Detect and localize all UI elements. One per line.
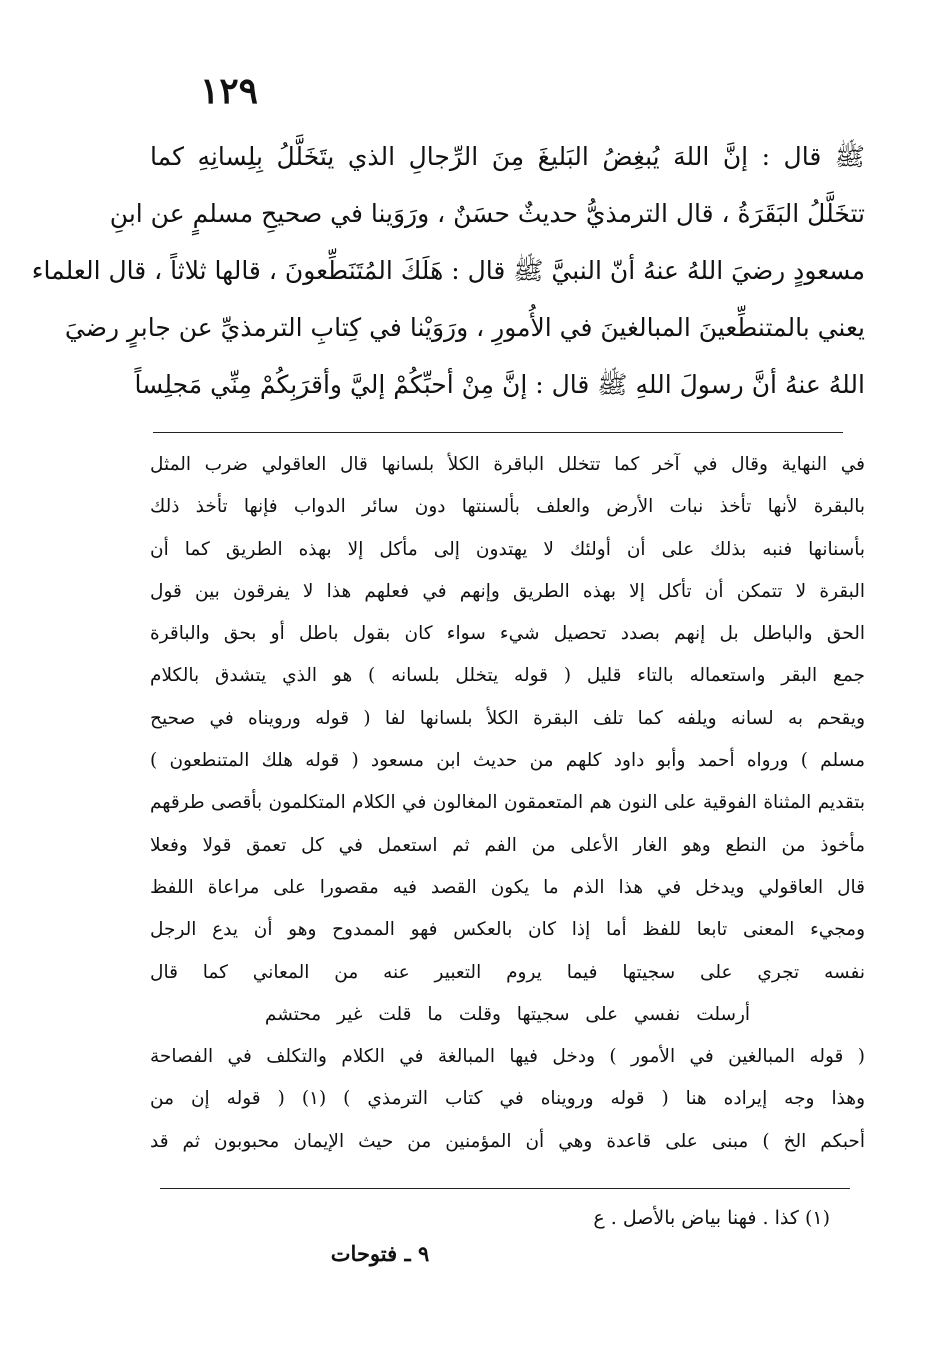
poetry-verse: أرسلت نفسي على سجيتها وقلت ما قلت غير محتشم: [264, 1003, 751, 1025]
commentary-line: ويقحم به لسانه ويلفه كما تلف البقرة الكلأ بلسانها لفا ( قوله ورويناه في صحيح: [150, 707, 865, 729]
main-text-line: يعني بالمتنطِّعينَ المبالغينَ في الأُمورِ ، ورَوَيْنا في كِتابِ الترمذيِّ عن جابرٍ رضيَ: [64, 313, 865, 342]
commentary-line: مأخوذ من النطع وهو الغار الأعلى من الفم ثم استعمل في كل تعمق قولا وفعلا: [150, 834, 865, 856]
commentary-line: ومجيء المعنى تابعا للفظ أما إذا كان بالعكس فهو الممدوح وهو أن يدع الرجل: [150, 919, 865, 941]
commentary-line: بالبقرة لأنها تأخذ نبات الأرض والعلف بألسنتها دون سائر الدواب فإنها تأخذ ذلك: [150, 496, 865, 518]
main-text-block: [31, 128, 865, 413]
divider-top: [153, 432, 843, 433]
commentary-line: الحق والباطل بل إنهم بصدد تحصيل شيء سواء كان بقول باطل أو بحق والباقرة: [150, 623, 865, 645]
commentary-block: [150, 444, 865, 1163]
footnote: (١) كذا . فهنا بياض بالأصل . ع: [593, 1207, 830, 1229]
divider-bottom: [160, 1188, 850, 1189]
commentary-line: في النهاية وقال في آخر كما تتخلل الباقرة الكلأ بلسانها قال العاقولي ضرب المثل: [150, 454, 865, 475]
commentary-line: بأسنانها فنبه بذلك على أن أولئك لا يهتدون إلى مأكل إلا بهذه الطريق كما أن: [150, 538, 865, 560]
commentary-line: جمع البقر واستعماله بالتاء قليل ( قوله يتخلل بلسانه ) هو الذي يتشدق بالكلام: [150, 665, 865, 687]
main-text-line: اللهُ عنهُ أنَّ رسولَ اللهِ ﷺ قال : إنَّ مِنْ أحبِّكُمْ إليَّ وأقرَبِكُمْ مِنِّي مَجلِساً: [134, 370, 865, 399]
commentary-line: البقرة لا تتمكن أن تأكل إلا بهذه الطريق وإنهم في فعلهم هذا لا يفرقون بين قول: [150, 580, 865, 602]
main-text-line: مسعودٍ رضيَ اللهُ عنهُ أنّ النبيَّ ﷺ قال : هَلَكَ المُتَنَطِّعونَ ، قالها ثلاثاً ، قال العلماء: [31, 256, 865, 285]
main-text-line: تتخَلَّلُ البَقَرَةُ ، قال الترمذيُّ حديثٌ حسَنٌ ، ورَوَينا في صحيحِ مسلمٍ عن ابنِ: [109, 199, 865, 228]
commentary-line: مسلم ) ورواه أحمد وأبو داود كلهم من حديث ابن مسعود ( قوله هلك المتنطعون ): [150, 750, 865, 772]
main-text-line: ﷺ قال : إنَّ اللهَ يُبغِضُ البَليغَ مِنَ الرِّجالِ الذي يتَخَلَّلُ بِلِسانِهِ كما: [150, 142, 865, 171]
page-number: ١٢٩: [200, 70, 259, 112]
commentary-line: قال العاقولي ويدخل في هذا الذم ما يكون القصد فيه مقصورا على مراعاة اللفظ: [150, 876, 865, 898]
printer-signature: ٩ ـ فتوحات: [330, 1241, 430, 1266]
commentary-line: وهذا وجه إيراده هنا ( قوله ورويناه في كتاب الترمذي ) (١) ( قوله إن من: [150, 1088, 865, 1110]
commentary-line: ( قوله المبالغين في الأمور ) ودخل فيها المبالغة في الكلام والتكلف في الفصاحة: [150, 1046, 865, 1068]
commentary-line: بتقديم المثناة الفوقية على النون هم المتعمقون المغالون في الكلام المتكلمون بأقصى طرقهم: [150, 792, 865, 814]
commentary-line: نفسه تجري على سجيتها فيما يروم التعبير عنه من المعاني كما قال: [150, 961, 865, 983]
commentary-line: أحبكم الخ ) مبنى على قاعدة وهي أن المؤمنين من حيث الإيمان محبوبون ثم قد: [150, 1130, 865, 1152]
